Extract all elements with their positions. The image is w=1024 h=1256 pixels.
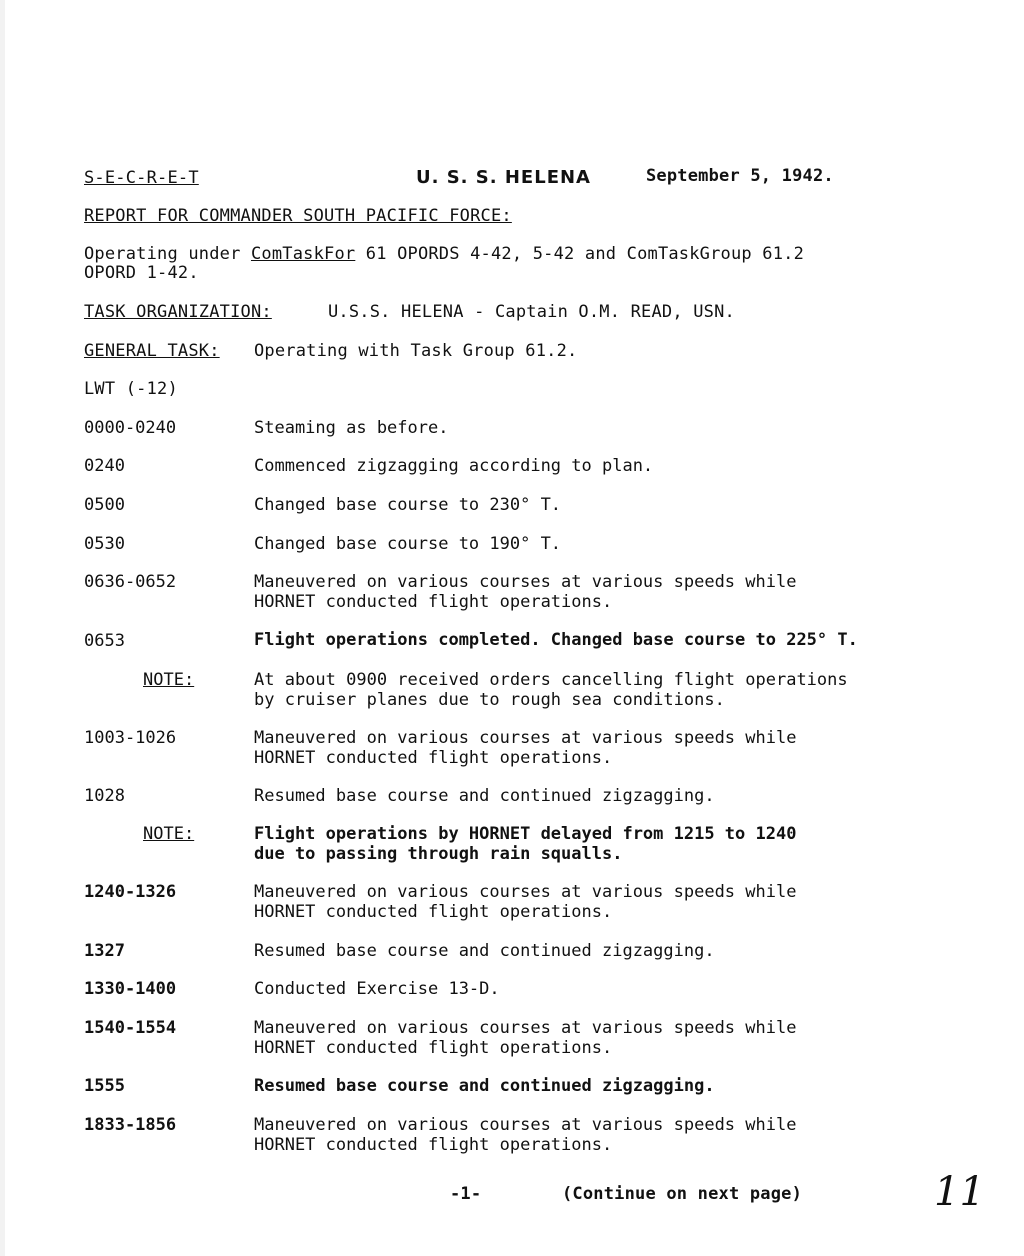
log-time: 1003-1026 — [84, 728, 177, 748]
comtaskfor: ComTaskFor — [250, 244, 356, 264]
general-task-value: Operating with Task Group 61.2. — [254, 341, 578, 361]
log-time: 1028 — [84, 786, 125, 806]
log-text: Flight operations completed. Changed base course to 225° T. — [254, 630, 858, 650]
continue-note: (Continue on next page) — [562, 1184, 803, 1204]
log-time: 0240 — [84, 456, 125, 476]
log-text: Resumed base course and continued zigzagging. — [254, 1076, 715, 1096]
operating-prefix: Operating under — [84, 244, 241, 264]
task-org-label: TASK ORGANIZATION: — [84, 302, 272, 322]
task-org-value: U.S.S. HELENA - Captain O.M. READ, USN. — [328, 302, 735, 322]
report-title: REPORT FOR COMMANDER SOUTH PACIFIC FORCE: — [84, 206, 512, 226]
report-date: September 5, 1942. — [646, 166, 834, 186]
log-text: Conducted Exercise 13-D. — [254, 979, 500, 999]
log-text: Maneuvered on various courses at various speeds while HORNET conducted flight operations. — [254, 728, 797, 768]
time-zone: LWT (-12) — [84, 379, 178, 399]
log-text: Maneuvered on various courses at various speeds while HORNET conducted flight operations. — [254, 882, 797, 922]
page-number: -1- — [450, 1184, 482, 1204]
log-text: Changed base course to 190° T. — [254, 534, 562, 554]
log-text: Resumed base course and continued zigzagging. — [254, 786, 715, 806]
handwritten-page-mark: 11 — [934, 1169, 985, 1215]
note-label: NOTE: — [143, 670, 195, 690]
note-label: NOTE: — [143, 824, 195, 844]
log-time: 0636-0652 — [84, 572, 177, 592]
log-text: Maneuvered on various courses at various speeds while HORNET conducted flight operations. — [254, 1115, 797, 1155]
scan-edge — [0, 0, 5, 1256]
operating-line-1 — [84, 244, 804, 264]
classification-label: S-E-C-R-E-T — [84, 168, 199, 188]
operating-line-2: OPORD 1-42. — [84, 263, 199, 283]
log-time: 0500 — [84, 495, 125, 515]
note-text: Flight operations by HORNET delayed from 1215 to 1240 due to passing through rain squalls. — [254, 824, 797, 864]
log-time: 1555 — [84, 1076, 125, 1096]
log-time: 1327 — [84, 941, 125, 961]
operating-rest: 61 OPORDS 4-42, 5-42 and ComTaskGroup 61.2 — [365, 244, 805, 264]
log-time: 1540-1554 — [84, 1018, 177, 1038]
log-text: Steaming as before. — [254, 418, 449, 438]
log-time: 1240-1326 — [84, 882, 177, 902]
log-time: 1330-1400 — [84, 979, 177, 999]
log-time: 0653 — [84, 631, 125, 651]
log-text: Maneuvered on various courses at various speeds while HORNET conducted flight operations. — [254, 1018, 797, 1058]
log-time: 0000-0240 — [84, 418, 177, 438]
log-time: 0530 — [84, 534, 125, 554]
general-task-label: GENERAL TASK: — [84, 341, 220, 361]
log-text: Commenced zigzagging according to plan. — [254, 456, 654, 476]
log-time: 1833-1856 — [84, 1115, 177, 1135]
ship-name: U. S. S. HELENA — [416, 167, 591, 188]
note-text: At about 0900 received orders cancelling flight operations by cruiser planes due to rough sea conditions. — [254, 670, 848, 710]
log-text: Changed base course to 230° T. — [254, 495, 562, 515]
log-text: Maneuvered on various courses at various speeds while HORNET conducted flight operations. — [254, 572, 797, 612]
log-text: Resumed base course and continued zigzagging. — [254, 941, 715, 961]
